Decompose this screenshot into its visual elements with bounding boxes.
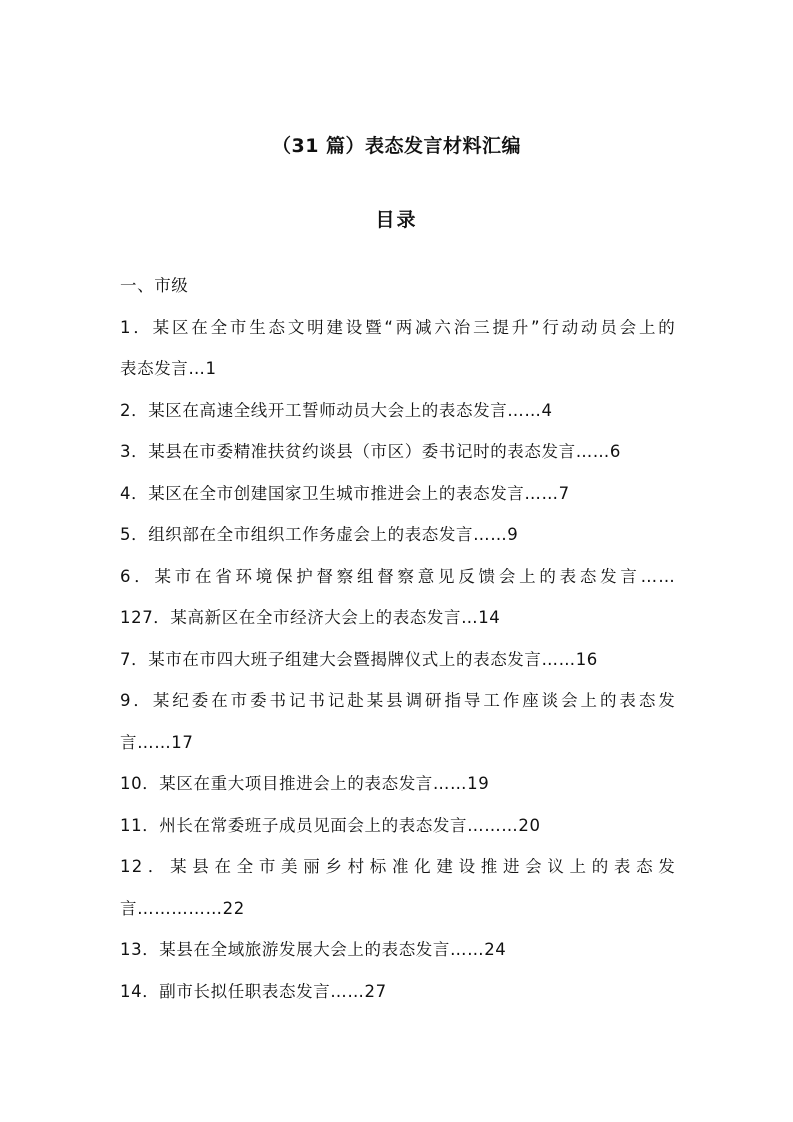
toc-entry: 6．某市在省环境保护督察组督察意见反馈会上的表态发言…… — [120, 566, 676, 586]
toc-entry-continuation: 表态发言…1 — [120, 359, 217, 378]
toc-entry: 10．某区在重大项目推进会上的表态发言……19 — [120, 774, 490, 793]
toc-entry: 14．副市长拟任职表态发言……27 — [120, 981, 387, 1001]
toc-entry: 11．州长在常委班子成员见面会上的表态发言………20 — [120, 815, 541, 835]
toc-heading: 目录 — [375, 209, 418, 231]
toc-entry: 1．某区在全市生态文明建设暨“两减六治三提升”行动动员会上的 — [120, 317, 676, 337]
toc-entry: 2．某区在高速全线开工誓师动员大会上的表态发言……4 — [120, 400, 553, 420]
toc-entry: 13．某县在全域旅游发展大会上的表态发言……24 — [120, 940, 507, 959]
document-title: （31 篇）表态发言材料汇编 — [271, 135, 522, 157]
table-of-contents — [120, 272, 676, 1019]
toc-entry: 127．某高新区在全市经济大会上的表态发言…14 — [120, 608, 501, 627]
toc-entry: 4．某区在全市创建国家卫生城市推进会上的表态发言……7 — [120, 483, 570, 503]
toc-entry: 9．某纪委在市委书记书记赴某县调研指导工作座谈会上的表态发 — [120, 691, 676, 710]
toc-entry-continuation: 言……17 — [120, 732, 194, 752]
toc-entry: 5．组织部在全市组织工作务虚会上的表态发言……9 — [120, 525, 519, 544]
toc-entry-continuation: 言……………22 — [120, 898, 245, 918]
section-heading: 一、市级 — [120, 276, 189, 295]
toc-entry: 3．某县在市委精准扶贫约谈县（市区）委书记时的表态发言……6 — [120, 442, 621, 461]
toc-entry: 7．某市在市四大班子组建大会暨揭牌仪式上的表态发言……16 — [120, 649, 598, 669]
toc-entry: 12．某县在全市美丽乡村标准化建设推进会议上的表态发 — [120, 857, 676, 876]
